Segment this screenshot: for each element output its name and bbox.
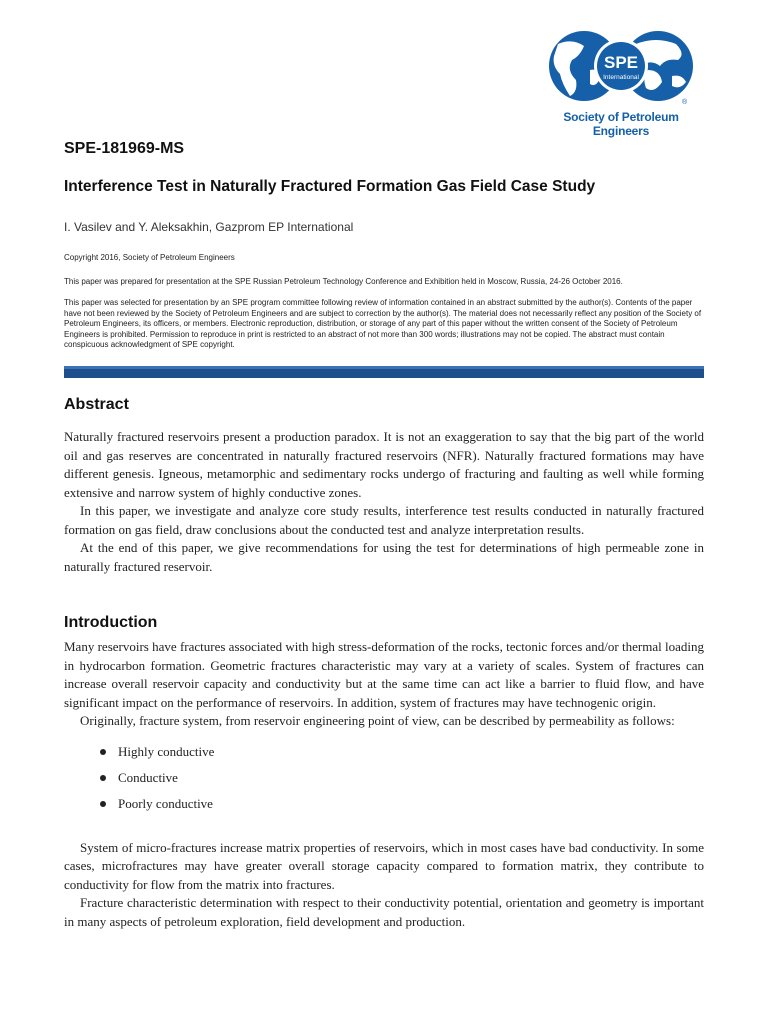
introduction-paragraph: Originally, fracture system, from reservoir engineering point of view, can be described by permeability as follows:	[80, 713, 675, 728]
list-item	[64, 769, 704, 795]
list-item-text: Highly conductive	[118, 743, 215, 759]
permeability-list	[64, 743, 704, 821]
paper-id: SPE-181969-MS	[64, 140, 185, 157]
abstract-paragraph: At the end of this paper, we give recommendations for using the test for determinations of high permeable zone in naturally fractured reservoir.	[64, 540, 704, 574]
spe-logo	[536, 30, 706, 138]
introduction-paragraph: System of micro-fractures increase matrix properties of reservoirs, which in most cases have bad conductivity. In some cases, microfractures may have greater overall storage capacity compared to formation matrix, they contribute to conductivity for flow from the matrix into fractures.	[64, 839, 704, 892]
abstract-paragraph: In this paper, we investigate and analyze core study results, interference test results conducted in naturally fractured formation on gas field, draw conclusions about the conducted test and analyze interpretation results.	[64, 503, 704, 537]
abstract-heading: Abstract	[64, 396, 129, 413]
logo-emblem-text: SPE	[603, 53, 639, 72]
abstract-paragraph: Naturally fractured reservoirs present a production paradox. It is not an exaggeration to say that the big part of the world oil and gas reserves are concentrated in naturally fractured reservoirs (NFR). Naturally fractured formations may have different genesis. Igneous, metamorphic and sedimentary rocks undergo of fracturing and faulting as well while forming extensive and narrow system of highly conductive zones.	[64, 429, 704, 500]
list-item-text: Conductive	[118, 769, 178, 785]
introduction-paragraph: Many reservoirs have fractures associated with high stress-deformation of the rocks, tectonic forces and/or thermal loading in hydrocarbon formation. Geometric fractures characteristic may vary at a variety of scales. System of fractures can increase overall reservoir capacity and conductivity but at the same time can act like a barrier to fluid flow, and have significant impact on the performance of reservoirs. In addition, system of fractures may have technogenic origin.	[64, 639, 704, 710]
list-item	[64, 743, 704, 769]
copyright-notice: Copyright 2016, Society of Petroleum Engineers	[64, 253, 235, 262]
bullet-icon	[100, 749, 106, 755]
logo-emblem-subtext: International	[603, 74, 639, 81]
registered-mark: ®	[682, 99, 688, 106]
introduction-heading: Introduction	[64, 614, 158, 631]
list-item-text: Poorly conductive	[118, 795, 213, 811]
header-divider	[64, 366, 704, 378]
presentation-notice: This paper was prepared for presentation at the SPE Russian Petroleum Technology Conference and Exhibition held in Moscow, Russia, 24-26 October 2016.	[64, 277, 623, 286]
globe-icon	[536, 30, 706, 112]
bullet-icon	[100, 775, 106, 781]
list-item	[64, 795, 704, 821]
introduction-paragraph: Fracture characteristic determination with respect to their conductivity potential, orientation and geometry is important in many aspects of petroleum exploration, field development and production.	[64, 895, 704, 929]
paper-authors: I. Vasilev and Y. Aleksakhin, Gazprom EP International	[64, 220, 354, 234]
introduction-body	[64, 638, 704, 931]
logo-org-name: Society of Petroleum Engineers	[563, 110, 679, 138]
bullet-icon	[100, 801, 106, 807]
permission-notice: This paper was selected for presentation by an SPE program committee following review of information contained in an abstract submitted by the author(s). Contents of the paper have not been reviewed by the Society of Petroleum Engineers and are subject to correction by the author(s). The material does not necessarily reflect any position of the Society of Petroleum Engineers, its officers, or members. Electronic reproduction, distribution, or storage of any part of this paper without the written consent of the Society of Petroleum Engineers is prohibited. Permission to reproduce in print is restricted to an abstract of not more than 300 words; illustrations may not be copied. The abstract must contain conspicuous acknowledgment of SPE copyright.	[64, 298, 702, 349]
paper-title: Interference Test in Naturally Fractured Formation Gas Field Case Study	[64, 178, 596, 195]
abstract-body	[64, 428, 704, 576]
